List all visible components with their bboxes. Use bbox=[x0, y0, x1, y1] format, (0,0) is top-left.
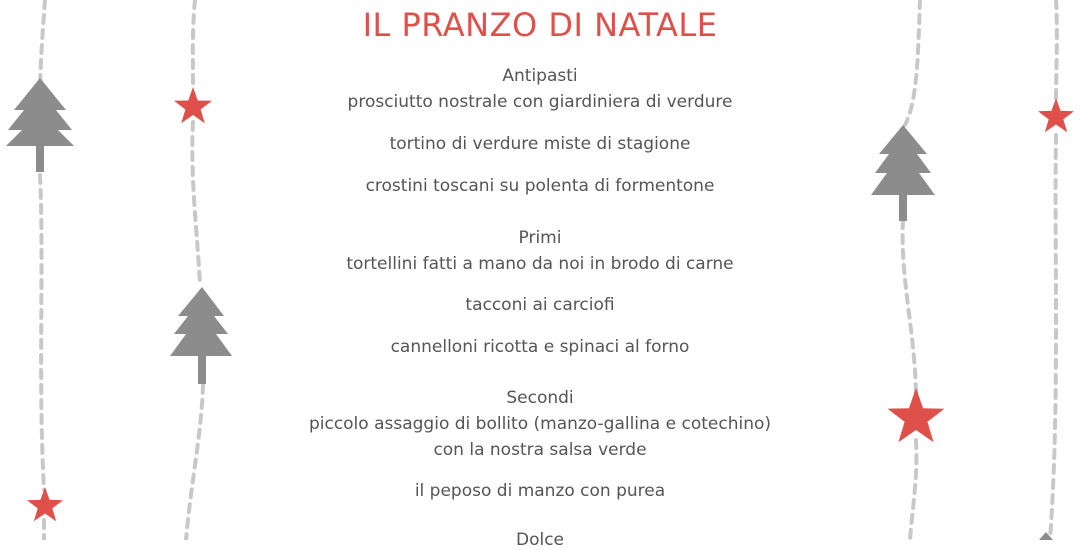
menu-item: tortellini fatti a mano da noi in brodo di carne bbox=[346, 254, 734, 274]
menu-item: con la nostra salsa verde bbox=[433, 440, 647, 460]
menu-item: il peposo di manzo con purea bbox=[414, 481, 666, 501]
section-heading-antipasti: Antipasti bbox=[502, 66, 578, 86]
section-heading-dolci: Dolce bbox=[515, 530, 565, 550]
menu-item: cannelloni ricotta e spinaci al forno bbox=[390, 337, 690, 357]
menu-item: tacconi ai carciofi bbox=[465, 295, 615, 315]
menu-item: prosciutto nostrale con giardiniera di verdure bbox=[347, 92, 733, 112]
garland-line bbox=[186, 385, 203, 540]
menu-title: IL PRANZO DI NATALE bbox=[362, 6, 718, 44]
menu-item: piccolo assaggio di bollito (manzo-gallina e cotechino) bbox=[308, 414, 772, 434]
section-heading-secondi: Secondi bbox=[506, 388, 574, 408]
section-heading-primi: Primi bbox=[518, 228, 562, 248]
menu-item: crostini toscani su polenta di formentone bbox=[365, 176, 715, 196]
menu-item: tortino di verdure miste di stagione bbox=[389, 134, 691, 154]
